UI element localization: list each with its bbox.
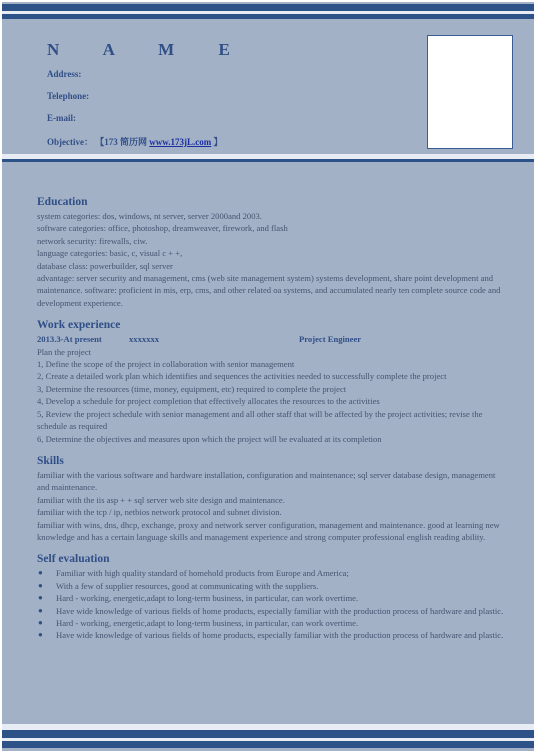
list-item: ● Hard - working, energetic,adapt to long-term business, in particular, can work overtime.: [38, 617, 359, 628]
work-line: 5, Review the project schedule with senior management and all other staff that will be affected by the project activities; revise the schedule as required: [37, 408, 483, 432]
education-line: database class: powerbuilder, sql server: [37, 260, 173, 271]
work-line: 4, Develop a schedule for project completion that effectively allocates the resources to the activities: [37, 396, 380, 407]
objective-prefix: 【173 简历网: [95, 137, 150, 147]
self-evaluation-heading: Self evaluation: [37, 553, 110, 566]
work-date: 2013.3-At present: [37, 334, 102, 345]
education-line: language categories: basic, c, visual c + +,: [37, 248, 183, 259]
objective-line: [47, 135, 223, 148]
address-label: Address:: [47, 69, 82, 79]
education-line: advantage: server security and management, cms (web site management system) systems development, share point development and maintenance. software: proficient in mis, erp, cms, and other related oa systems, and accumulated nearly ten complete source code and development experience.: [37, 273, 501, 308]
skills-line: familiar with the tcp / ip, netbios network protocol and subnet division.: [37, 507, 282, 518]
bullet-icon: ●: [38, 605, 43, 615]
list-item: ● Familiar with high quality standard of homehold products from Europe and America;: [38, 568, 349, 579]
work-line: 6, Determine the objectives and measures upon which the project will be evaluated at its completion: [37, 433, 382, 444]
telephone-label: Telephone:: [47, 91, 90, 101]
list-item: ● Have wide knowledge of various fields of home products, especially familiar with the production process of hardware and plastic.: [38, 605, 504, 616]
bullet-icon: ●: [38, 630, 43, 640]
skills-section: [37, 454, 509, 543]
skills-heading: Skills: [37, 454, 64, 467]
work-position: Project Engineer: [299, 334, 362, 345]
work-company: xxxxxxx: [129, 334, 160, 345]
work-line: Plan the project: [37, 346, 91, 357]
education-section: [37, 195, 509, 309]
bottom-stripe-thick: [2, 730, 534, 738]
education-line: software categories: office, photoshop, dreamweaver, firework, and flash: [37, 223, 288, 234]
bullet-icon: ●: [38, 580, 43, 590]
resume-body: [37, 195, 509, 651]
self-evaluation-list: [37, 567, 509, 641]
work-line: 2, Create a detailed work plan which identifies and sequences the activities needed to successfully complete the project: [37, 371, 447, 382]
resume-page: [2, 2, 534, 751]
objective-label: Objective：: [47, 137, 93, 147]
list-item: ● With a few of supplier resources, good at communicating with the suppliers.: [38, 580, 319, 591]
top-stripe-thin: [2, 14, 534, 19]
bullet-icon: ●: [38, 617, 43, 627]
education-line: network security: firewalls, ciw.: [37, 235, 148, 246]
objective-suffix: 】: [213, 137, 223, 147]
work-section: [37, 318, 509, 445]
top-stripe-thick: [2, 4, 534, 11]
photo-frame: [427, 35, 513, 149]
work-entry-header: [37, 333, 509, 345]
header-divider-dark: [2, 159, 534, 162]
objective-link[interactable]: www.173jL.com: [149, 137, 212, 147]
skills-line: familiar with the iis asp + + sql server web site design and maintenance.: [37, 494, 285, 505]
email-label: E-mail:: [47, 113, 76, 123]
self-evaluation-section: [37, 552, 509, 641]
list-item: ● Have wide knowledge of various fields of home products, especially familiar with the production process of hardware and plastic.: [38, 630, 504, 641]
list-item: ● Hard - working, energetic,adapt to long-term business, in particular, can work overtime.: [38, 593, 359, 604]
education-line: system categories: dos, windows, nt server, server 2000and 2003.: [37, 211, 262, 221]
bullet-icon: ●: [38, 593, 43, 603]
education-heading: Education: [37, 196, 88, 208]
candidate-name: N A M E: [47, 40, 250, 59]
work-line: 1, Define the scope of the project in collaboration with senior management: [37, 359, 295, 370]
bottom-stripe-thin: [2, 741, 534, 748]
skills-line: familiar with the various software and hardware installation, configuration and maintenance; sql server database design, management and maintenance.: [37, 469, 496, 493]
work-line: 3, Determine the resources (time, money, equipment, etc) required to complete the project: [37, 383, 347, 394]
work-heading: Work experience: [37, 319, 121, 332]
bullet-icon: ●: [38, 568, 43, 578]
skills-line: familiar with wins, dns, dhcp, exchange, proxy and network server configuration, management and maintenance. good at learning new knowledge and has a certain language skills and management experience and strong computer professional english reading ability.: [37, 519, 500, 542]
